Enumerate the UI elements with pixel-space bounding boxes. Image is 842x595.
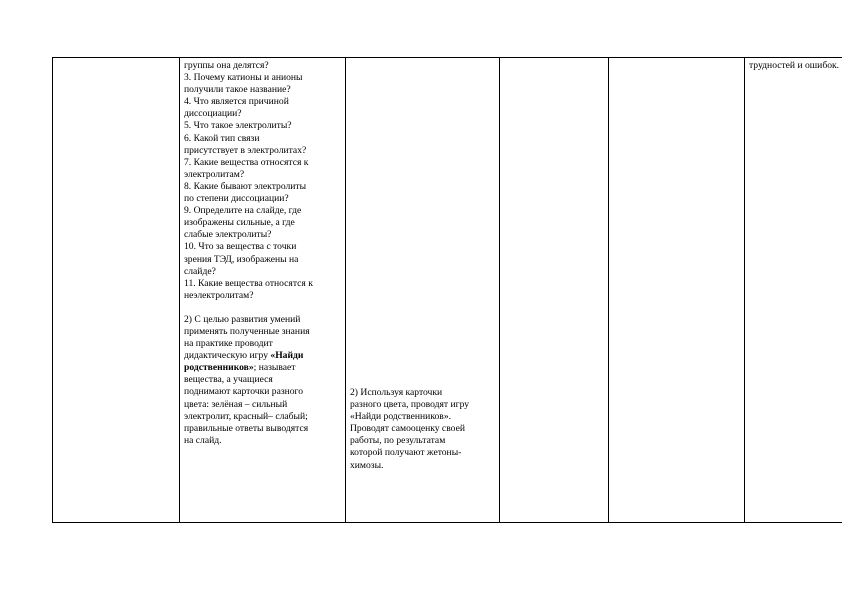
game-text: ; называет (253, 362, 296, 374)
question-line: группы она делятся? (184, 60, 269, 71)
question-line: 10. Что за вещества с точки (184, 241, 297, 253)
question-line: неэлектролитам? (184, 289, 254, 301)
question-line: по степени диссоциации? (184, 193, 289, 205)
question-line: диссоциации? (184, 108, 242, 120)
question-line: 5. Что такое электролиты? (184, 120, 292, 132)
student-line: «Найди родственников». (350, 411, 452, 423)
question-line: получили такое название? (184, 84, 291, 96)
game-line: электролит, красный– слабый; (184, 410, 308, 422)
question-line: 7. Какие вещества относятся к (184, 156, 309, 168)
student-line: которой получают жетоны- (350, 447, 462, 459)
teacher-activity-cell (180, 58, 346, 523)
empty-cell (500, 58, 609, 523)
paragraph-gap (184, 302, 341, 314)
game-line: на практике проводит (184, 338, 273, 350)
question-line: 9. Определите на слайде, где (184, 205, 302, 217)
question-line: зрения ТЭД, изображены на (184, 253, 299, 265)
student-line: работы, по результатам (350, 435, 446, 447)
lesson-plan-table (52, 57, 842, 523)
cell-spacer (350, 60, 495, 387)
empty-cell (609, 58, 745, 523)
game-line (184, 350, 341, 362)
question-line: присутствует в электролитах? (184, 144, 307, 156)
question-line: изображены сильные, а где (184, 217, 295, 229)
student-line: 2) Используя карточки (350, 387, 443, 398)
game-line: поднимают карточки разного (184, 386, 304, 398)
reflection-line: трудностей и ошибок. (749, 60, 840, 71)
stage-cell (53, 58, 180, 523)
question-line: 4. Что является причиной (184, 96, 289, 108)
question-line: 6. Какой тип связи (184, 132, 260, 144)
student-line: химозы. (350, 459, 384, 471)
game-line (184, 362, 341, 374)
game-title-bold: «Найди (270, 350, 304, 362)
question-line: слайде? (184, 265, 216, 277)
game-line: на слайд. (184, 434, 222, 446)
game-line: правильные ответы выводятся (184, 422, 309, 434)
question-line: слабые электролиты? (184, 229, 272, 241)
game-line: применять полученные знания (184, 325, 310, 337)
question-line: 11. Какие вещества относятся к (184, 277, 313, 289)
student-line: Проводят самооценку своей (350, 423, 465, 435)
question-line: 3. Почему катионы и анионы (184, 72, 303, 84)
student-line: разного цвета, проводят игру (350, 399, 470, 411)
game-title-bold: родственников» (184, 362, 254, 374)
game-description (184, 314, 341, 447)
game-line: вещества, а учащиеся (184, 374, 273, 386)
question-line: 8. Какие бывают электролиты (184, 180, 307, 192)
game-line: 2) С целью развития умений (184, 313, 301, 325)
question-line: электролитам? (184, 168, 245, 180)
game-line: цвета: зелёная – сильный (184, 398, 288, 410)
student-activity-cell (346, 58, 500, 523)
game-text: дидактическую игру (184, 350, 271, 362)
reflection-cell (745, 58, 842, 523)
questions-list (184, 60, 341, 302)
table-row (53, 58, 842, 523)
